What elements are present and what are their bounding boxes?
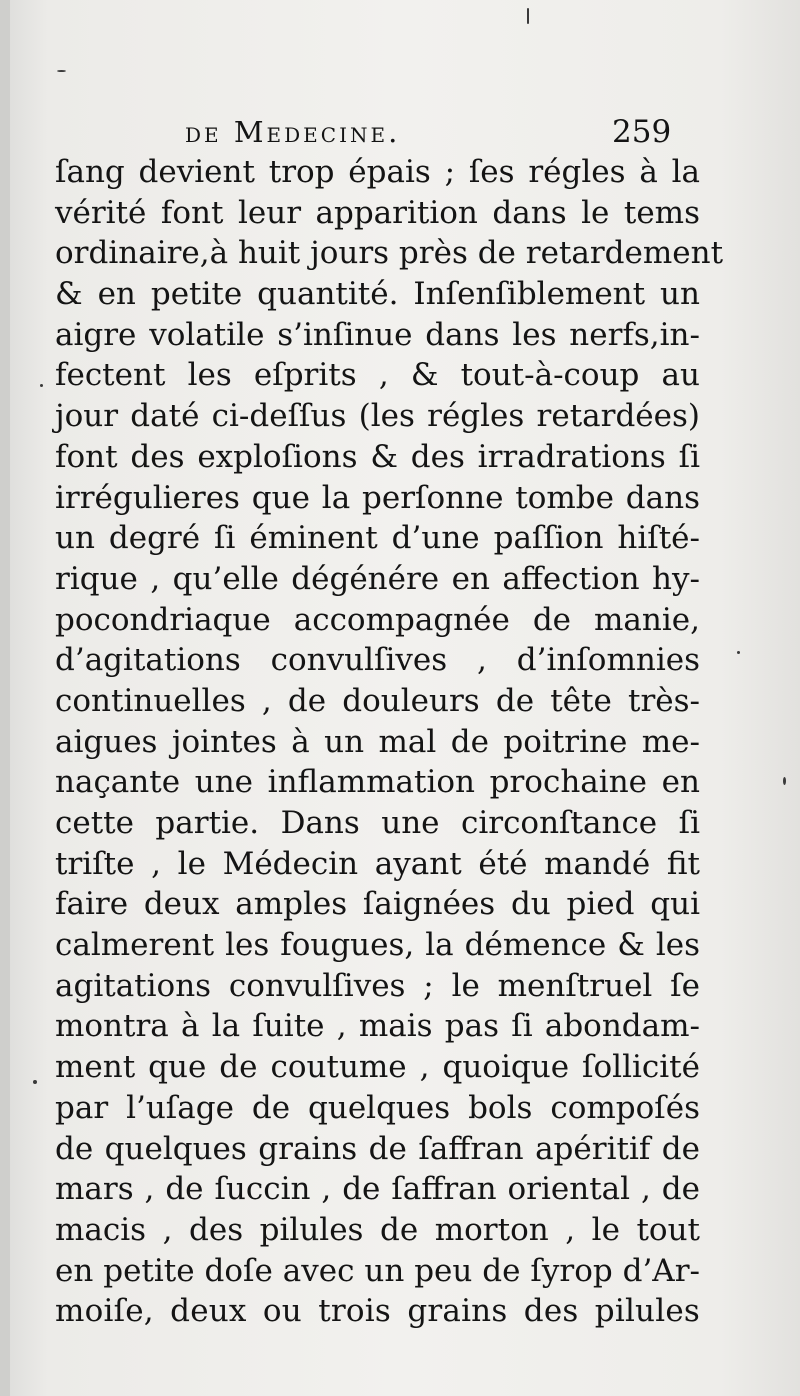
text-line: montra à la ſuite , mais pas ſi abondam- xyxy=(55,1008,700,1045)
page-header xyxy=(0,112,800,152)
text-line: vérité font leur apparition dans le tems xyxy=(55,194,700,231)
text-line: continuelles , de douleurs de tête très- xyxy=(55,682,700,719)
running-title: de Medecine. xyxy=(185,115,401,149)
body-text xyxy=(55,152,724,1332)
text-line: naçante une inflammation prochaine en xyxy=(55,764,700,801)
text-line: triſte , le Médecin ayant été mandé fit xyxy=(55,845,700,882)
text-line: irrégulieres que la perſonne tombe dans xyxy=(55,479,700,516)
text-line: ordinaire,à huit jours près de retardement xyxy=(55,235,724,272)
text-line: par l’uſage de quelques bols compoſés xyxy=(55,1089,700,1126)
text-line: & en petite quantité. Inſenſiblement un xyxy=(55,276,700,313)
text-line: de quelques grains de ſaffran apéritif de xyxy=(55,1130,700,1167)
paper-speck xyxy=(40,384,43,387)
text-line: un degré ſi éminent d’une paſſion hiſté- xyxy=(55,520,700,557)
page-number: 259 xyxy=(612,114,672,150)
text-line: font des exploſions & des irradrations ſi xyxy=(55,438,700,475)
text-line: cette partie. Dans une circonſtance ſi xyxy=(55,805,700,841)
text-line: ment que de coutume , quoique ſollicité xyxy=(55,1049,700,1086)
paper-speck xyxy=(737,651,740,654)
text-line: agitations convulſives ; le menſtruel ſe xyxy=(55,967,700,1004)
paper-speck xyxy=(57,70,66,72)
text-line: ſang devient trop épais ; ſes régles à la xyxy=(55,154,700,190)
text-line: aigre volatile s’inſinue dans les nerfs,in- xyxy=(55,316,700,353)
text-line: mars , de ſuccin , de ſaffran oriental , de xyxy=(55,1171,700,1208)
text-line: jour daté ci-deſſus (les régles retardées) xyxy=(55,398,700,435)
text-line: pocondriaque accompagnée de manie, xyxy=(55,601,700,638)
text-line: macis , des pilules de morton , le tout xyxy=(55,1211,700,1248)
text-line: aigues jointes à un mal de poitrine me- xyxy=(55,723,700,760)
paper-speck xyxy=(33,1080,37,1084)
text-line: rique , qu’elle dégénére en affection hy- xyxy=(55,560,700,597)
text-line: en petite doſe avec un peu de ſyrop d’Ar- xyxy=(55,1252,700,1289)
page-gutter xyxy=(0,0,10,1396)
paper-speck xyxy=(527,8,529,24)
text-line: fectent les eſprits , & tout-à-coup au xyxy=(55,357,700,394)
text-line: d’agitations convulſives , d’inſomnies xyxy=(55,642,700,679)
text-line: faire deux amples ſaignées du pied qui xyxy=(55,886,700,923)
text-line: calmerent les fougues, la démence & les xyxy=(55,927,700,964)
text-line: moiſe, deux ou trois grains des pilules xyxy=(55,1293,700,1330)
paper-speck xyxy=(783,777,786,785)
